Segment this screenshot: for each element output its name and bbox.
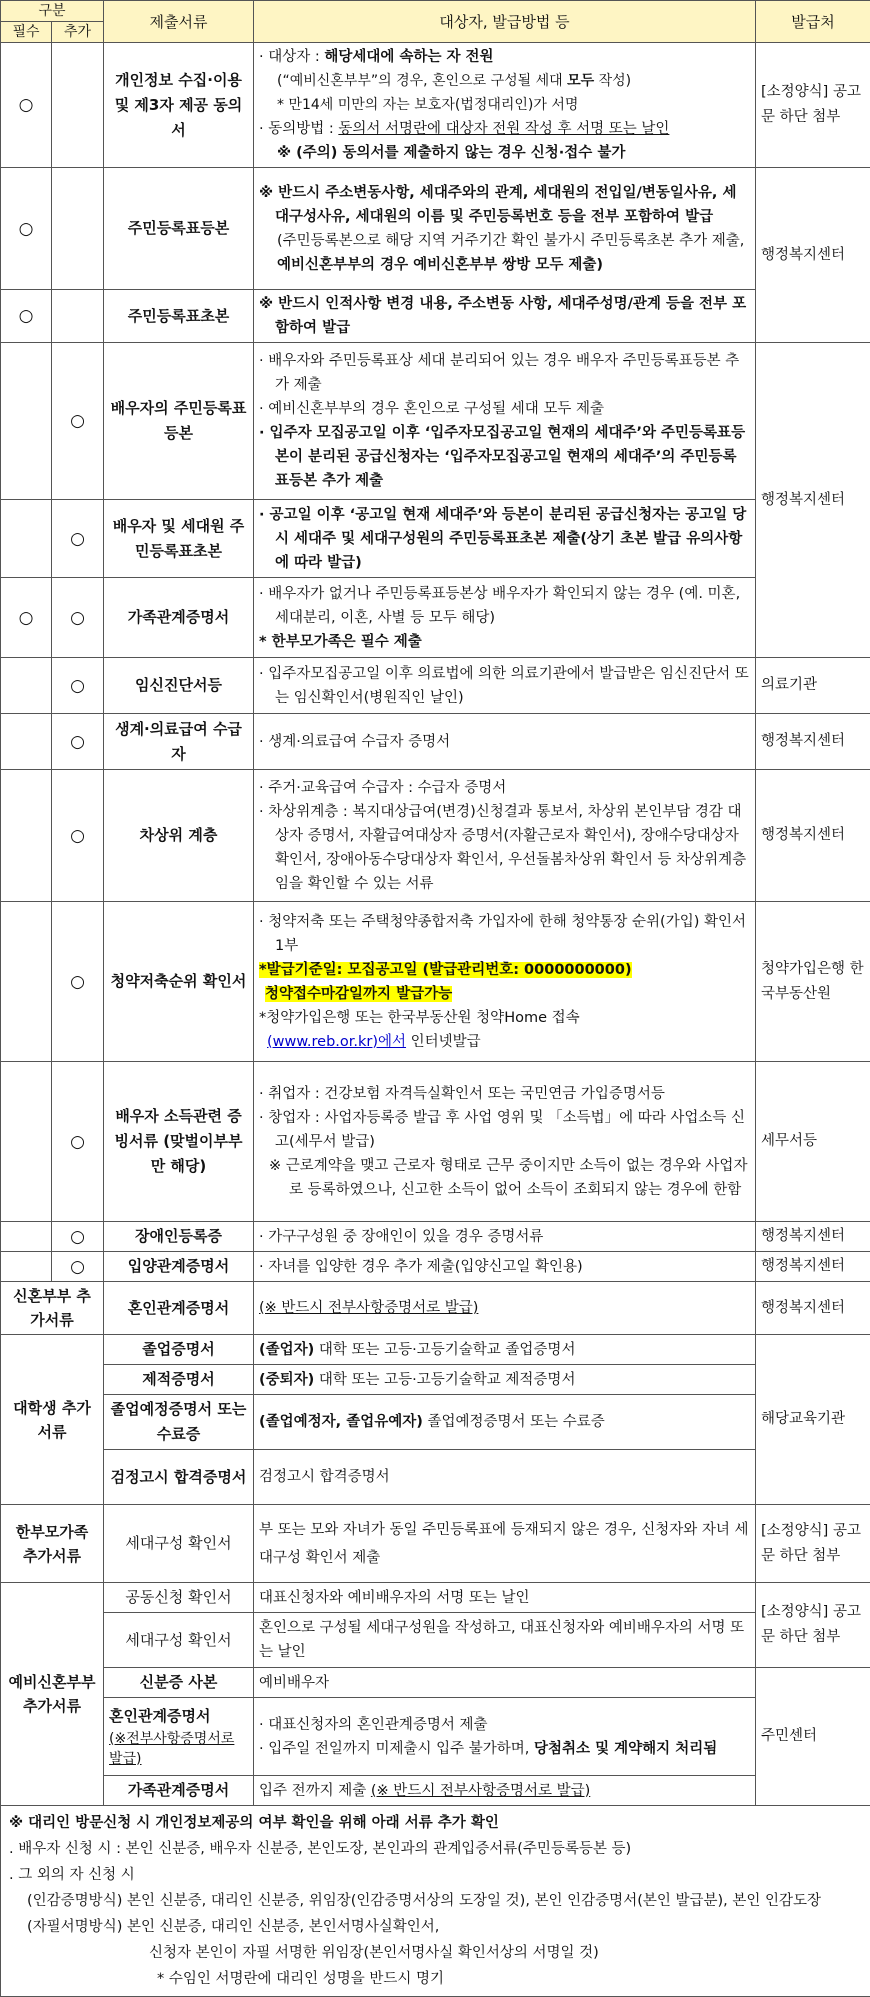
doc-single-parent: 세대구성 확인서 <box>104 1505 254 1583</box>
issuer-disability: 행정복지센터 <box>756 1222 870 1252</box>
doc-privacy: 개인정보 수집·이용 및 제3자 제공 동의서 <box>104 43 254 168</box>
doc-ged: 검정고시 합격증명서 <box>104 1450 254 1505</box>
add-mark: ○ <box>52 770 104 902</box>
doc-resreg: 주민등록표등본 <box>104 168 254 290</box>
footer-notes: ※ 대리인 방문신청 시 개인정보제공의 여부 확인을 위해 아래 서류 추가 확인 . 배우자 신청 시 : 본인 신분증, 배우자 신분증, 본인도장, 본인과의 관계입증서류(주민등록등본 등) . 그 외의 자 신청 시 (인감증명방식) 본인 신분증, 대리인 신분증, 위임장(인감증명서상의 도장일 것), 본인 인감증명서(본인 발급분), 본인 인감도장 (자필서명방식) 본인 신분증, 대리인 신분증, 본인서명사실확인서, 신청자 본인이 자필 서명한 위임장(본인서명사실 확인서상의 서명일 것) * 수임인 서명란에 대리인 성명을 반드시 명기 <box>1 1806 870 1997</box>
doc-graduation: 졸업증명서 <box>104 1335 254 1365</box>
doc-pregnancy: 임신진단서등 <box>104 658 254 714</box>
doc-income: 배우자 소득관련 증빙서류 (맞벌이부부만 해당) <box>104 1062 254 1222</box>
desc-newlywed: (※ 반드시 전부사항증명서로 발급) <box>254 1282 756 1335</box>
desc-id-copy: 예비배우자 <box>254 1668 756 1698</box>
desc-income: · 취업자 : 건강보험 자격득실확인서 또는 국민연금 가입증명서등 · 창업자 : 사업자등록증 발급 후 사업 영위 및 「소득법」에 따라 사업소득 신고(세무서 발급) ※ 근로계약을 맺고 근로자 형태로 근무 중이지만 소득이 없는 경우와 사업자로 등록하였으나, 신고한 소득이 없어 소득이 조회되지 않는 경우에 한함 <box>254 1062 756 1222</box>
desc-expulsion: (중퇴자) 대학 또는 고등·고등기술학교 제적증명서 <box>254 1365 756 1395</box>
must-mark: ○ <box>1 43 52 168</box>
desc-joint-application: 대표신청자와 예비배우자의 서명 또는 날인 <box>254 1583 756 1613</box>
issuer-single-parent: [소정양식] 공고문 하단 첨부 <box>756 1505 870 1583</box>
issuer-nearpoor: 행정복지센터 <box>756 770 870 902</box>
cat-pre-newlywed: 예비신혼부부 추가서류 <box>1 1583 104 1806</box>
desc-resabs: ※ 반드시 인적사항 변경 내용, 주소변동 사항, 세대주성명/관계 등을 전부 포함하여 발급 <box>254 290 756 343</box>
header-target: 대상자, 발급방법 등 <box>254 1 756 43</box>
desc-family-pre: 입주 전까지 제출 (※ 반드시 전부사항증명서로 발급) <box>254 1776 756 1806</box>
header-group: 구분 <box>1 1 104 22</box>
doc-family-pre: 가족관계증명서 <box>104 1776 254 1806</box>
add-mark: ○ <box>52 500 104 578</box>
doc-joint-application: 공동신청 확인서 <box>104 1583 254 1613</box>
doc-marriage: 혼인관계증명서 (※전부사항증명서로 발급) <box>104 1698 254 1776</box>
doc-household: 세대구성 확인서 <box>104 1613 254 1668</box>
header-doc: 제출서류 <box>104 1 254 43</box>
issuer-privacy: [소정양식] 공고문 하단 첨부 <box>756 43 870 168</box>
desc-graduation: (졸업자) 대학 또는 고등·고등기술학교 졸업증명서 <box>254 1335 756 1365</box>
desc-household: 혼인으로 구성될 세대구성원을 작성하고, 대표신청자와 예비배우자의 서명 또는 날인 <box>254 1613 756 1668</box>
cat-newlywed: 신혼부부 추가서류 <box>1 1282 104 1335</box>
issuer-community-center: 주민센터 <box>756 1668 870 1806</box>
doc-adoption: 입양관계증명서 <box>104 1252 254 1282</box>
add-mark: ○ <box>52 1222 104 1252</box>
add-mark: ○ <box>52 1252 104 1282</box>
add-mark: ○ <box>52 658 104 714</box>
cat-student: 대학생 추가서류 <box>1 1335 104 1505</box>
desc-family: · 배우자가 없거나 주민등록표등본상 배우자가 확인되지 않는 경우 (예. 미혼, 세대분리, 이혼, 사별 등 모두 해당) * 한부모가족은 필수 제출 <box>254 578 756 658</box>
reb-link[interactable]: (www.reb.or.kr)에서 <box>267 1034 406 1050</box>
desc-nearpoor: · 주거·교육급여 수급자 : 수급자 증명서 · 차상위계층 : 복지대상급여(변경)신청결과 통보서, 차상위 본인부담 경감 대상자 증명서, 자활급여대상자 증명서(자활근로자 확인서), 장애수당대상자 확인서, 장애아동수당대상자 확인서, 우선돌봄차상위 확인서 등 차상위계층임을 확인할 수 있는 서류 <box>254 770 756 902</box>
desc-spouse-reg: · 배우자와 주민등록표상 세대 분리되어 있는 경우 배우자 주민등록표등본 추가 제출 · 예비신혼부부의 경우 혼인으로 구성될 세대 모두 제출 · 입주자 모집공고일 이후 ‘입주자모집공고일 현재의 세대주’와 주민등록표등본이 분리된 공급신청자는 ‘입주자모집공고일 현재의 세대주’의 주민등록표등본 추가 제출 <box>254 343 756 500</box>
header-issuer: 발급처 <box>756 1 870 43</box>
doc-newlywed: 혼인관계증명서 <box>104 1282 254 1335</box>
issuer-welfare-2: 행정복지센터 <box>756 343 870 658</box>
doc-resabs: 주민등록표초본 <box>104 290 254 343</box>
doc-expected-graduation: 졸업예정증명서 또는 수료증 <box>104 1395 254 1450</box>
issuer-income: 세무서등 <box>756 1062 870 1222</box>
desc-pregnancy: · 입주자모집공고일 이후 의료법에 의한 의료기관에서 발급받은 임신진단서 또는 임신확인서(병원직인 날인) <box>254 658 756 714</box>
desc-resreg: ※ 반드시 주소변동사항, 세대주와의 관계, 세대원의 전입일/변동일사유, 세대구성사유, 세대원의 이름 및 주민등록번호 등을 전부 포함하여 발급 (주민등록본으로 해당 지역 거주기간 확인 불가시 주민등록초본 추가 제출, 예비신혼부부의 경우 예비신혼부부 쌍방 모두 제출) <box>254 168 756 290</box>
must-mark: ○ <box>1 578 52 658</box>
cat-single-parent: 한부모가족 추가서류 <box>1 1505 104 1583</box>
desc-single-parent: 부 또는 모와 자녀가 동일 주민등록표에 등재되지 않은 경우, 신청자와 자녀 세대구성 확인서 제출 <box>254 1505 756 1583</box>
desc-marriage: · 대표신청자의 혼인관계증명서 제출 · 입주일 전일까지 미제출시 입주 불가하며, 당첨취소 및 계약해지 처리됨 <box>254 1698 756 1776</box>
doc-expulsion: 제적증명서 <box>104 1365 254 1395</box>
issuer-pre-form: [소정양식] 공고문 하단 첨부 <box>756 1583 870 1668</box>
doc-savings: 청약저축순위 확인서 <box>104 902 254 1062</box>
doc-family: 가족관계증명서 <box>104 578 254 658</box>
doc-id-copy: 신분증 사본 <box>104 1668 254 1698</box>
desc-savings: · 청약저축 또는 주택청약종합저축 가입자에 한해 청약통장 순위(가입) 확인서 1부 *발급기준일: 모집공고일 (발급관리번호: 0000000000) 청약접수마감일까지 발급가능 *청약가입은행 또는 한국부동산원 청약Home 접속 (www.reb.or.kr)에서 인터넷발급 <box>254 902 756 1062</box>
desc-ged: 검정고시 합격증명서 <box>254 1450 756 1505</box>
doc-spouse-abs: 배우자 및 세대원 주민등록표초본 <box>104 500 254 578</box>
doc-disability: 장애인등록증 <box>104 1222 254 1252</box>
doc-livelihood: 생계·의료급여 수급자 <box>104 714 254 770</box>
issuer-student: 해당교육기관 <box>756 1335 870 1505</box>
doc-spouse-reg: 배우자의 주민등록표등본 <box>104 343 254 500</box>
issuer-welfare: 행정복지센터 <box>756 168 870 343</box>
issuer-adoption: 행정복지센터 <box>756 1252 870 1282</box>
header-must: 필수 <box>1 22 52 43</box>
add-mark: ○ <box>52 902 104 1062</box>
issuer-savings: 청약가입은행 한국부동산원 <box>756 902 870 1062</box>
desc-privacy: · 대상자 : 해당세대에 속하는 자 전원 (“예비신혼부부”의 경우, 혼인으로 구성될 세대 모두 작성) * 만14세 미만의 자는 보호자(법정대리인)가 서명 · 동의방법 : 동의서 서명란에 대상자 전원 작성 후 서명 또는 날인 ※ (주의) 동의서를 제출하지 않는 경우 신청·접수 불가 <box>254 43 756 168</box>
desc-livelihood: · 생계·의료급여 수급자 증명서 <box>254 714 756 770</box>
add-mark: ○ <box>52 1062 104 1222</box>
doc-nearpoor: 차상위 계층 <box>104 770 254 902</box>
must-mark: ○ <box>1 290 52 343</box>
must-mark: ○ <box>1 168 52 290</box>
desc-expected-graduation: (졸업예정자, 졸업유예자) 졸업예정증명서 또는 수료증 <box>254 1395 756 1450</box>
add-mark: ○ <box>52 714 104 770</box>
header-add: 추가 <box>52 22 104 43</box>
desc-disability: · 가구구성원 중 장애인이 있을 경우 증명서류 <box>254 1222 756 1252</box>
add-mark: ○ <box>52 578 104 658</box>
desc-spouse-abs: · 공고일 이후 ‘공고일 현재 세대주’와 등본이 분리된 공급신청자는 공고일 당시 세대주 및 세대구성원의 주민등록표초본 제출(상기 초본 발급 유의사항에 따라 발급) <box>254 500 756 578</box>
issuer-pregnancy: 의료기관 <box>756 658 870 714</box>
add-mark: ○ <box>52 343 104 500</box>
desc-adoption: · 자녀를 입양한 경우 추가 제출(입양신고일 확인용) <box>254 1252 756 1282</box>
issuer-newlywed: 행정복지센터 <box>756 1282 870 1335</box>
issuer-livelihood: 행정복지센터 <box>756 714 870 770</box>
